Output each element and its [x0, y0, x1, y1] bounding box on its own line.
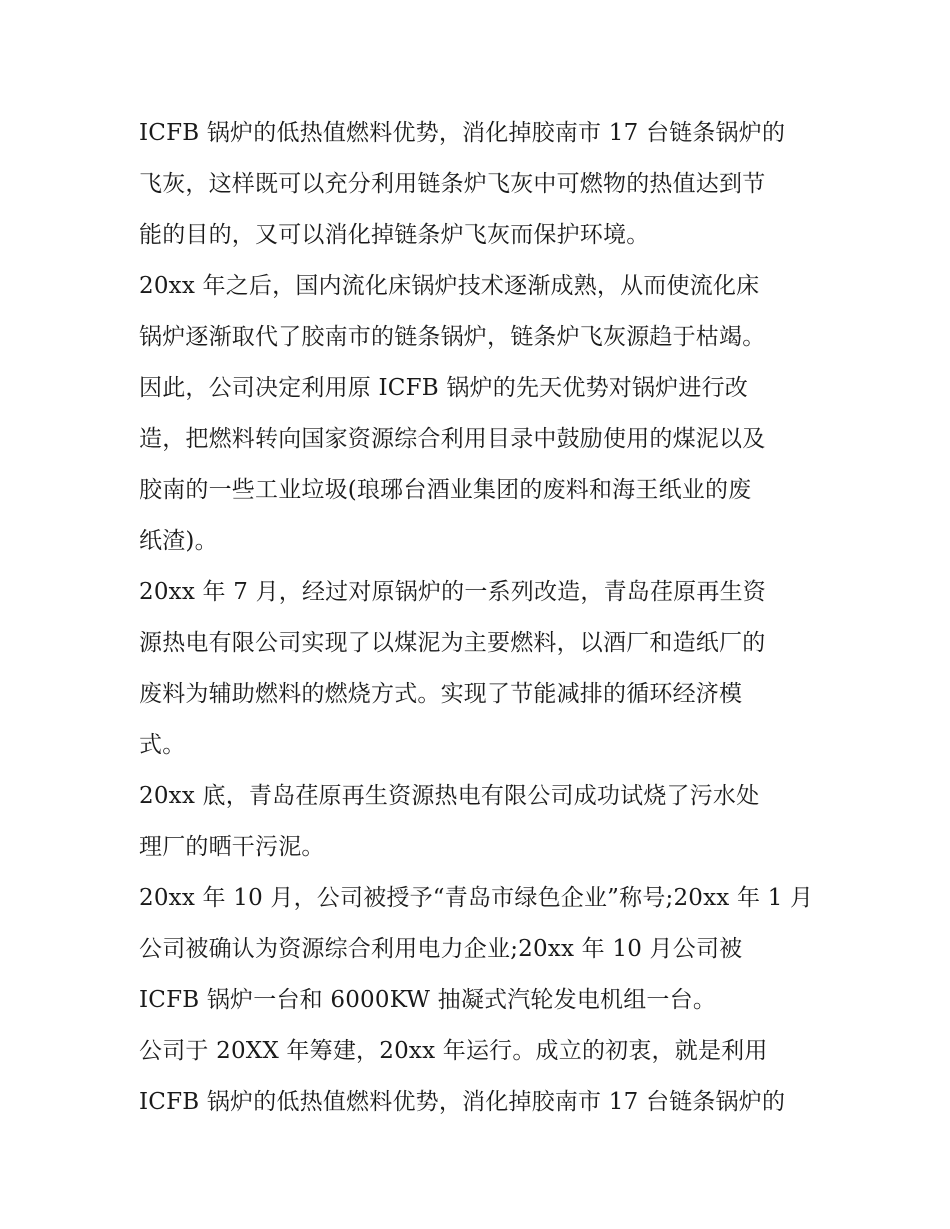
text-line: ICFB 锅炉一台和 6000KW 抽凝式汽轮发电机组一台。	[139, 987, 717, 1013]
text-line: 能的目的，又可以消化掉链条炉飞灰而保护环境。	[139, 222, 650, 248]
text-line: 纸渣)。	[139, 528, 218, 554]
text-line: ICFB 锅炉的低热值燃料优势，消化掉胶南市 17 台链条锅炉的	[139, 120, 786, 146]
text-line: 公司于 20XX 年筹建，20xx 年运行。成立的初衷，就是利用	[139, 1038, 768, 1064]
text-line: 胶南的一些工业垃圾(琅琊台酒业集团的废料和海王纸业的废	[139, 477, 752, 503]
text-line: 公司被确认为资源综合利用电力企业;20xx 年 10 月公司被	[139, 936, 743, 962]
text-line: 20xx 年之后，国内流化床锅炉技术逐渐成熟，从而使流化床	[139, 273, 760, 299]
text-line: 源热电有限公司实现了以煤泥为主要燃料，以酒厂和造纸厂的	[139, 630, 766, 656]
text-line: 20xx 年 7 月，经过对原锅炉的一系列改造，青岛荏原再生资	[139, 579, 766, 605]
text-line: 因此，公司决定利用原 ICFB 锅炉的先天优势对锅炉进行改	[139, 375, 748, 401]
text-line: 20xx 年 10 月，公司被授予“青岛市绿色企业”称号;20xx 年 1 月	[139, 885, 814, 911]
text-line: 造，把燃料转向国家资源综合利用目录中鼓励使用的煤泥以及	[139, 426, 766, 452]
text-line: 废料为辅助燃料的燃烧方式。实现了节能减排的循环经济模	[139, 681, 743, 707]
document-body	[139, 108, 829, 1128]
text-line: ICFB 锅炉的低热值燃料优势，消化掉胶南市 17 台链条锅炉的	[139, 1089, 786, 1115]
text-line: 理厂的晒干污泥。	[139, 834, 325, 860]
text-line: 式。	[139, 732, 186, 758]
text-line: 飞灰，这样既可以充分利用链条炉飞灰中可燃物的热值达到节	[139, 171, 766, 197]
text-line: 锅炉逐渐取代了胶南市的链条锅炉，链条炉飞灰源趋于枯竭。	[139, 324, 766, 350]
text-line: 20xx 底，青岛荏原再生资源热电有限公司成功试烧了污水处	[139, 783, 760, 809]
